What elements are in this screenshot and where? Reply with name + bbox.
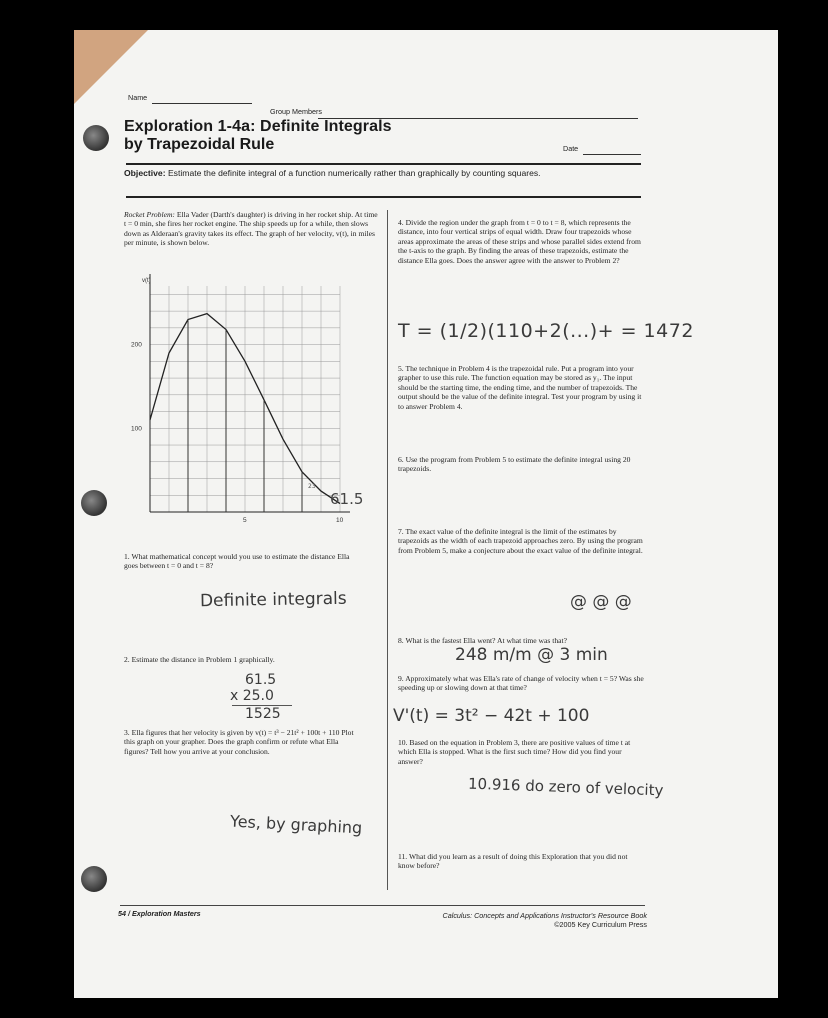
question-4-text: Divide the region under the graph from t = 0 to t = 8, which represents the distance, into four vertical strips of equal width. Draw four trapezoids whose areas approximate the areas of these strips and whose parallel sides extend from the t-axis to the graph. By finding the areas of these trapezoids, estimate the distance Ella goes. Does the answer agree with the answer to Problem 2? [398, 218, 641, 265]
rocket-text: Ella Vader (Darth's daughter) is driving in her rocket ship. At time t = 0 min, she fires her rocket engine. The ship speeds up for a while, then slows down as Alderaan's gravity takes its effect. The graph of her velocity, v(t), in miles per minute, is shown below. [124, 210, 378, 248]
x-tick-10: 10 [336, 517, 344, 524]
answer-4: T = (1/2)(110+2(...)+ = 1472 [398, 320, 694, 342]
question-5-num: 5. [398, 364, 404, 373]
binder-hole-bottom [81, 866, 107, 892]
question-2-num: 2. [124, 655, 130, 664]
graph-small-note: 23 [308, 483, 316, 490]
question-9 [398, 674, 644, 693]
question-8-num: 8. [398, 636, 404, 645]
answer-1: Definite integrals [199, 588, 347, 612]
question-5-text: The technique in Problem 4 is the trapezoidal rule. Put a program into your grapher to use this rule. The function equation may be stored as y₁. The input should be the starting time, the ending time, and the number of trapezoids. The output should be the value of the definite integral. Test your program by using it to answer Problem 4. [398, 364, 642, 411]
graph-grid [150, 286, 340, 512]
question-11-text: What did you learn as a result of doing this Exploration that you did not know before? [398, 852, 628, 871]
title-line2: by Trapezoidal Rule [124, 136, 275, 153]
y-tick-100: 100 [131, 425, 142, 433]
question-5 [398, 364, 644, 411]
graph-annotation: 61.5 [330, 490, 364, 508]
velocity-graph [130, 272, 375, 532]
question-7-num: 7. [398, 527, 404, 536]
question-10-text: Based on the equation in Problem 3, there are positive values of time t at which Ella is stopped. What is the first such time? How did you find your answer? [398, 738, 631, 766]
objective-rule [126, 196, 641, 198]
objective-label: Objective: [124, 168, 166, 178]
question-11 [398, 852, 644, 871]
question-9-num: 9. [398, 674, 404, 683]
name-label: Name [128, 93, 148, 102]
y-axis-label: v(t) [142, 278, 151, 284]
footer-right-line2: ©2005 Key Curriculum Press [554, 920, 647, 929]
footer-right-line1: Calculus: Concepts and Applications Instructor's Resource Book [442, 911, 647, 920]
question-3 [124, 728, 364, 756]
question-6-num: 6. [398, 455, 404, 464]
question-10-num: 10. [398, 738, 408, 747]
date-line [583, 154, 641, 155]
name-line [152, 103, 252, 104]
question-3-num: 3. [124, 728, 130, 737]
footer-left: 54 / Exploration Masters [118, 909, 201, 918]
footer-rule [120, 905, 645, 906]
rocket-lead: Rocket Problem: [124, 210, 175, 219]
answer-7: @ @ @ [570, 592, 632, 612]
question-1 [124, 552, 364, 571]
answer-8: 248 m/m @ 3 min [455, 645, 608, 665]
question-7-text: The exact value of the definite integral is the limit of the estimates by trapezoids as the width of each trapezoid approaches zero. By using the program from Problem 5, make a conjecture about the exact value of the definite integral. [398, 527, 643, 555]
group-label: Group Members [270, 107, 322, 116]
answer-2-line3: 1525 [245, 706, 281, 722]
binder-hole-top [83, 125, 109, 151]
question-6 [398, 455, 644, 474]
binder-hole-middle [81, 490, 107, 516]
question-1-num: 1. [124, 552, 130, 561]
rocket-problem [124, 210, 379, 248]
objective [124, 168, 544, 178]
question-4-num: 4. [398, 218, 404, 227]
question-7 [398, 527, 644, 555]
answer-9: V'(t) = 3t² − 42t + 100 [393, 706, 590, 726]
question-2 [124, 655, 364, 664]
question-3-text: Ella figures that her velocity is given by v(t) = t³ − 21t² + 100t + 110 Plot this graph on your grapher. Does the graph confirm or refute what Ella figures? Tell how you arrive at your conclusion. [124, 728, 354, 756]
question-9-text: Approximately what was Ella's rate of change of velocity when t = 5? Was she speeding up or slowing down at that time? [398, 674, 644, 693]
question-8-text: What is the fastest Ella went? At what time was that? [405, 636, 567, 645]
question-11-num: 11. [398, 852, 408, 861]
date-label: Date [563, 144, 579, 153]
objective-text: Estimate the definite integral of a function numerically rather than graphically by counting squares. [167, 168, 541, 178]
question-2-text: Estimate the distance in Problem 1 graphically. [131, 655, 275, 664]
answer-2-line1: 61.5 [245, 672, 277, 688]
question-6-text: Use the program from Problem 5 to estimate the definite integral using 20 trapezoids. [398, 455, 631, 474]
question-1-text: What mathematical concept would you use to estimate the distance Ella goes between t = 0 and t = 8? [124, 552, 350, 571]
answer-10: 10.916 do zero of velocity [467, 774, 664, 800]
header-rule [126, 163, 641, 165]
answer-3: Yes, by graphing [229, 811, 363, 838]
question-8 [398, 636, 644, 645]
question-10 [398, 738, 644, 766]
title-line1: Exploration 1-4a: Definite Integrals [124, 118, 392, 135]
question-4 [398, 218, 644, 265]
answer-2-line2: x 25.0 [230, 688, 274, 704]
y-tick-200: 200 [131, 341, 142, 349]
graph-axes [150, 274, 350, 512]
column-divider [387, 210, 388, 890]
x-tick-5: 5 [243, 517, 247, 524]
